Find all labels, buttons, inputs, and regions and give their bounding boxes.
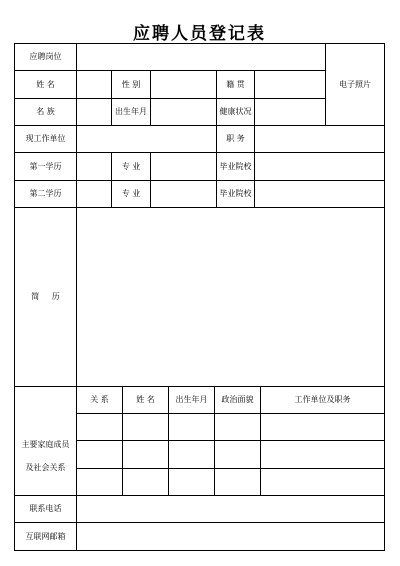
field-duty[interactable] bbox=[255, 126, 384, 152]
family-cell[interactable] bbox=[261, 441, 384, 468]
family-cell[interactable] bbox=[215, 469, 260, 495]
family-cell[interactable] bbox=[123, 441, 168, 468]
field-email[interactable] bbox=[77, 523, 384, 550]
label-employer: 现工作单位 bbox=[25, 134, 66, 144]
family-cell[interactable] bbox=[77, 469, 122, 495]
field-edu1[interactable] bbox=[77, 153, 111, 180]
field-major1[interactable] bbox=[151, 153, 216, 180]
label-origin: 籍 贯 bbox=[226, 79, 245, 89]
family-cell[interactable] bbox=[215, 441, 260, 468]
family-cell[interactable] bbox=[261, 469, 384, 495]
grid-line bbox=[14, 550, 385, 551]
field-school2[interactable] bbox=[255, 181, 384, 207]
field-health[interactable] bbox=[255, 99, 325, 125]
page-title: 应聘人员登记表 bbox=[133, 23, 266, 44]
field-phone[interactable] bbox=[77, 496, 384, 522]
family-cell[interactable] bbox=[169, 414, 214, 440]
label-school1: 毕业院校 bbox=[219, 161, 252, 171]
photo-slot[interactable]: 电子照片 bbox=[339, 79, 371, 89]
label-position: 应聘岗位 bbox=[29, 52, 62, 62]
family-cell[interactable] bbox=[169, 441, 214, 468]
label-edu1: 第一学历 bbox=[29, 161, 62, 171]
field-edu2[interactable] bbox=[77, 181, 111, 207]
family-cell[interactable] bbox=[77, 414, 122, 440]
family-header-birth: 出生年月 bbox=[175, 395, 208, 405]
label-duty: 职 务 bbox=[226, 134, 245, 144]
field-resume[interactable] bbox=[77, 208, 384, 386]
field-name[interactable] bbox=[77, 71, 111, 98]
label-family-line2: 及社会关系 bbox=[25, 463, 66, 473]
label-school2: 毕业院校 bbox=[219, 189, 252, 199]
label-name: 姓 名 bbox=[36, 79, 55, 89]
family-header-political-status: 政治面貌 bbox=[221, 395, 254, 405]
label-resume: 简 历 bbox=[31, 292, 65, 302]
field-gender[interactable] bbox=[151, 71, 216, 98]
label-edu2: 第二学历 bbox=[29, 189, 62, 199]
field-birth[interactable] bbox=[151, 99, 216, 125]
family-cell[interactable] bbox=[261, 414, 384, 440]
field-position[interactable] bbox=[77, 44, 325, 70]
family-header-employer-duty: 工作单位及职务 bbox=[294, 395, 351, 405]
label-ethnicity: 名 族 bbox=[36, 107, 55, 117]
family-cell[interactable] bbox=[123, 414, 168, 440]
family-cell[interactable] bbox=[77, 441, 122, 468]
label-major2: 专 业 bbox=[121, 189, 141, 199]
grid-line bbox=[384, 43, 385, 551]
label-family-line1: 主要家庭成员 bbox=[21, 439, 70, 449]
label-health: 健康状况 bbox=[219, 107, 252, 117]
label-email: 互联网邮箱 bbox=[25, 531, 66, 541]
field-origin[interactable] bbox=[255, 71, 325, 98]
family-cell[interactable] bbox=[123, 469, 168, 495]
family-header-name: 姓 名 bbox=[136, 395, 155, 405]
label-major1: 专 业 bbox=[121, 161, 141, 171]
family-header-relation: 关 系 bbox=[90, 395, 109, 405]
field-school1[interactable] bbox=[255, 153, 384, 180]
label-family bbox=[15, 387, 76, 495]
field-ethnicity[interactable] bbox=[77, 99, 111, 125]
family-cell[interactable] bbox=[169, 469, 214, 495]
label-gender: 性 别 bbox=[121, 79, 141, 89]
label-phone: 联系电话 bbox=[29, 504, 62, 514]
family-cell[interactable] bbox=[215, 414, 260, 440]
field-major2[interactable] bbox=[151, 181, 216, 207]
field-employer[interactable] bbox=[77, 126, 216, 152]
label-birth: 出生年月 bbox=[115, 107, 147, 117]
